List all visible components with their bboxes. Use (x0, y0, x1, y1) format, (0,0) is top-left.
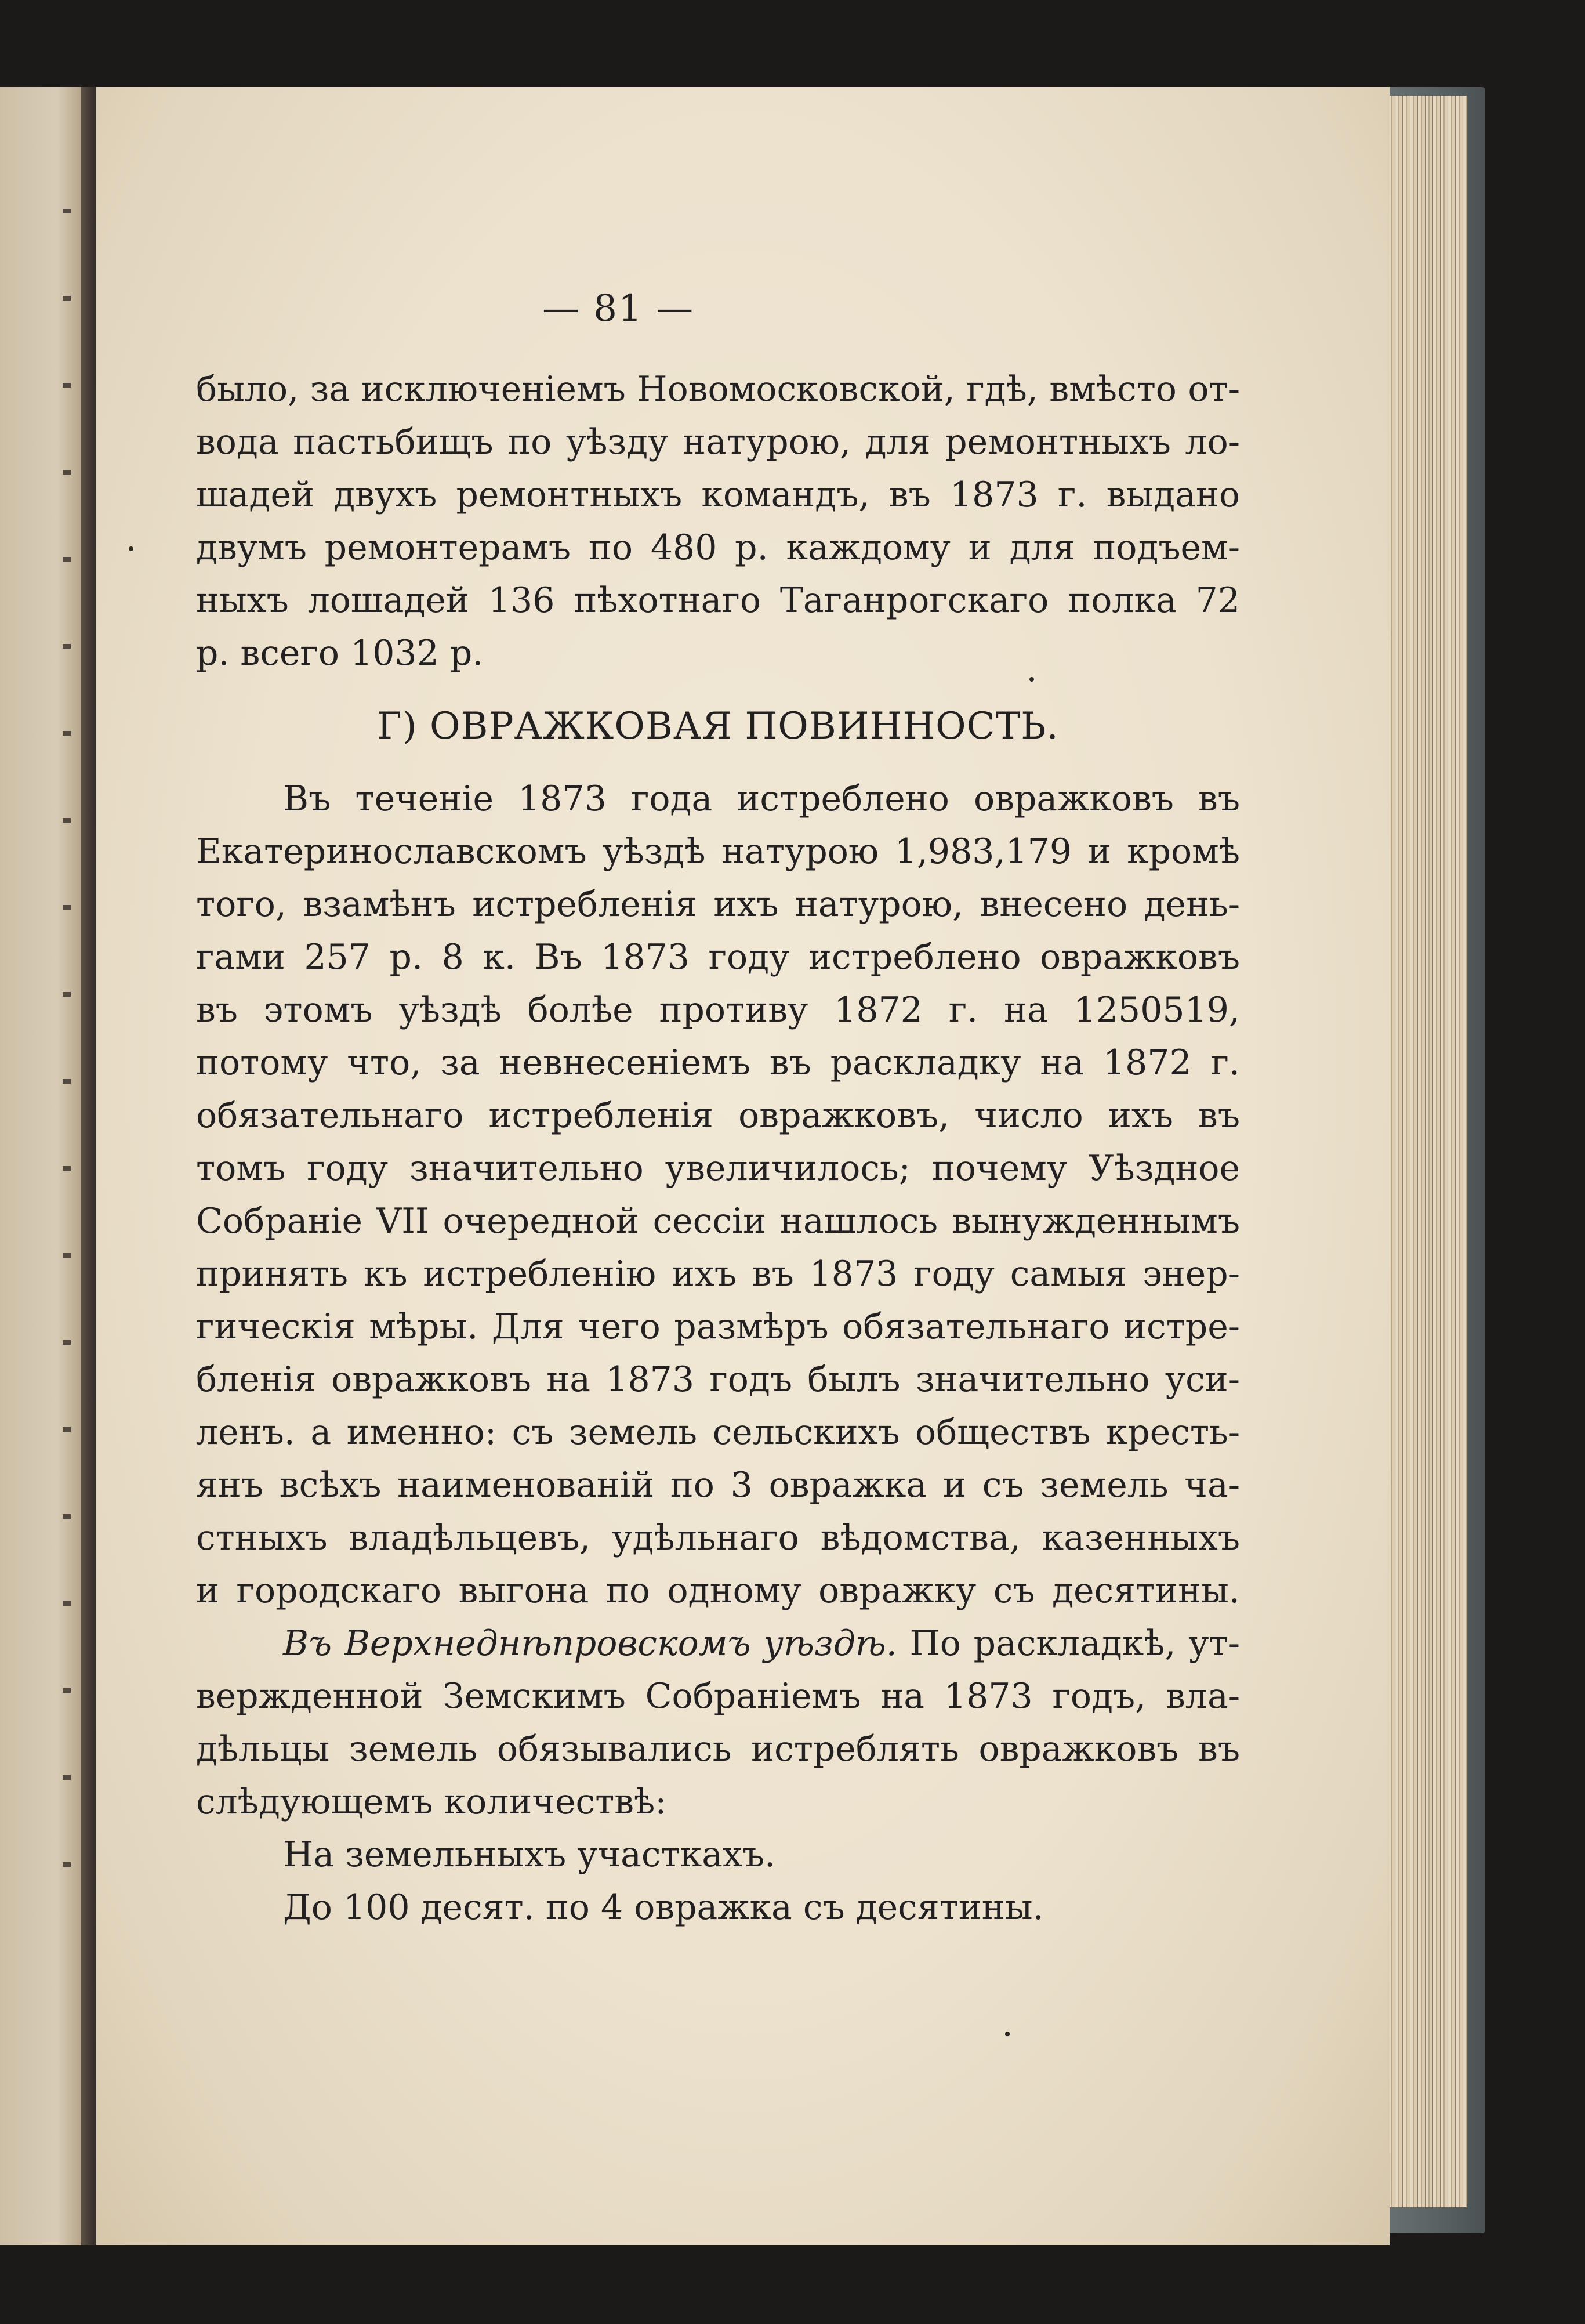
text-line: было, за исключеніемъ Новомосковской, гдѣ, вмѣсто от- (196, 369, 1240, 410)
text-line: потому что, за невнесеніемъ въ раскладку на 1872 г. (196, 1042, 1240, 1083)
text-line: Собраніе VII очередной сессіи нашлось вынужденнымъ (196, 1201, 1240, 1241)
page-number: — 81 — (542, 287, 695, 330)
paragraph-uezd (196, 1617, 1240, 1829)
ink-speck (1029, 677, 1034, 682)
text-line: стныхъ владѣльцевъ, удѣльнаго вѣдомства, казенныхъ (196, 1518, 1240, 1558)
previous-page-text-edge (63, 168, 71, 1909)
text-line: въ этомъ уѣздѣ болѣе противу 1872 г. на 1250519, (196, 990, 1240, 1030)
text-line: и городскаго выгона по одному овражку съ десятины. (196, 1570, 1240, 1611)
text-line: принять къ истребленію ихъ въ 1873 году самыя энер- (196, 1254, 1240, 1294)
text-line: слѣдующемъ количествѣ: (196, 1782, 667, 1822)
text-line: вода пастьбищъ по уѣзду натурою, для ремонтныхъ ло- (196, 422, 1240, 462)
text-line: того, взамѣнъ истребленія ихъ натурою, внесено день- (196, 884, 1240, 925)
section-heading: Г) ОВРАЖКОВАЯ ПОВИННОСТЬ. (377, 705, 1059, 748)
text-line: вержденной Земскимъ Собраніемъ на 1873 годъ, вла- (196, 1676, 1240, 1717)
text-line: двумъ ремонтерамъ по 480 р. каждому и для подъем- (196, 527, 1240, 568)
uezd-line-rest: По раскладкѣ, ут- (909, 1623, 1240, 1664)
page-stack-edges (1380, 96, 1467, 2207)
uezd-name: Въ Верхнеднѣпровскомъ уѣздѣ. (283, 1623, 897, 1664)
text-line (196, 1617, 1240, 1670)
paragraph-main (196, 773, 1240, 1617)
list-item: До 100 десят. по 4 овражка съ десятины. (283, 1887, 1044, 1928)
text-line: Екатеринославскомъ уѣздѣ натурою 1,983,179 и кромѣ (196, 831, 1240, 872)
text-line: ныхъ лошадей 136 пѣхотнаго Таганрогскаго полка 72 (196, 580, 1240, 621)
text-line: гическія мѣры. Для чего размѣръ обязательнаго истре- (196, 1306, 1240, 1347)
page-body (196, 363, 1240, 1934)
text-line: гами 257 р. 8 к. Въ 1873 году истреблено овражковъ (196, 937, 1240, 978)
book-gutter (81, 87, 97, 2245)
text-line: ленъ. а именно: съ земель сельскихъ обществъ кресть- (196, 1412, 1240, 1453)
previous-page-edge (0, 87, 81, 2245)
paragraph-intro (196, 363, 1240, 680)
ink-speck (129, 546, 133, 551)
text-line: р. всего 1032 р. (196, 633, 484, 674)
text-line: обязательнаго истребленія овражковъ, число ихъ въ (196, 1095, 1240, 1136)
text-line: дѣльцы земель обязывались истреблять овражковъ въ (196, 1729, 1240, 1769)
text-line: бленія овражковъ на 1873 годъ былъ значительно уси- (196, 1359, 1240, 1400)
list-header: На земельныхъ участкахъ. (283, 1834, 776, 1875)
text-line: томъ году значительно увеличилось; почему Уѣздное (196, 1148, 1240, 1189)
ink-speck (1005, 2032, 1010, 2036)
text-line: шадей двухъ ремонтныхъ командъ, въ 1873 г. выдано (196, 475, 1240, 515)
text-line: янъ всѣхъ наименованій по 3 овражка и съ земель ча- (196, 1465, 1240, 1505)
text-line: Въ теченіе 1873 года истреблено овражковъ въ (283, 779, 1240, 819)
